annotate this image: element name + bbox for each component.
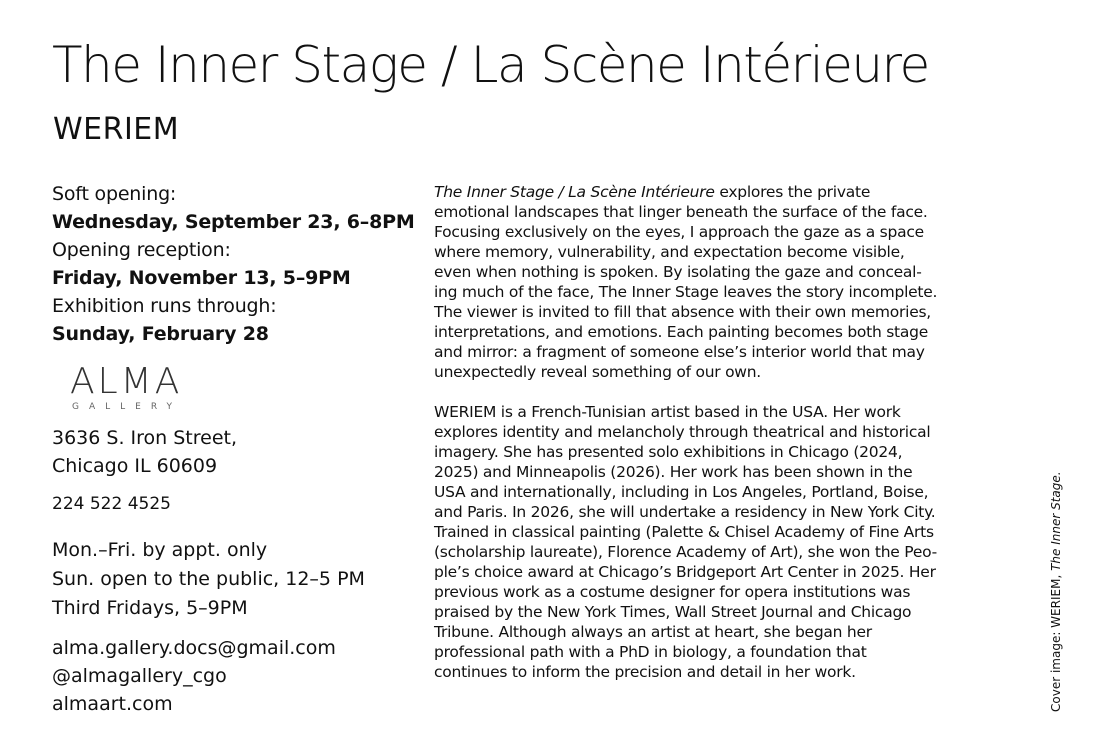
schedule-label-soft-opening: Soft opening: [52,183,177,205]
contact-instagram[interactable]: @almagallery_cgo [52,665,227,687]
statement-line: unexpectedly reveal something of our own. [434,363,761,381]
contact-website[interactable]: almaart.com [52,693,173,715]
statement-line: where memory, vulnerability, and expectation become visible, [434,243,905,261]
bio-line: explores identity and melancholy through theatrical and historical [434,423,931,441]
credit-work-title: The Inner Stage. [1049,471,1063,571]
bio-line: ple’s choice award at Chicago’s Bridgeport Art Center in 2025. Her [434,563,936,581]
statement-line: interpretations, and emotions. Each painting becomes both stage [434,323,928,341]
bio-line: Trained in classical painting (Palette & Chisel Academy of Fine Arts [434,523,934,541]
address-street: 3636 S. Iron Street, [52,427,238,449]
schedule-label-opening-reception: Opening reception: [52,239,231,261]
logo-subtitle: GALLERY [72,402,183,412]
schedule-date-soft-opening: Wednesday, September 23, 6–8PM [52,211,415,233]
bio-line: professional path with a PhD in biology, a foundation that [434,643,867,661]
gallery-hours [52,536,365,623]
artist-bio [434,402,1018,682]
gallery-phone: 224 522 4525 [52,494,171,514]
hours-third-fridays: Third Fridays, 5–9PM [52,597,248,619]
artist-statement [434,182,1018,382]
contact-email[interactable]: alma.gallery.docs@gmail.com [52,637,336,659]
logo-wordmark: ALMA [70,361,183,402]
bio-line: imagery. She has presented solo exhibitions in Chicago (2024, [434,443,903,461]
bio-line: WERIEM is a French-Tunisian artist based in the USA. Her work [434,403,901,421]
alma-gallery-logo [70,361,210,416]
bio-line: continues to inform the precision and detail in her work. [434,663,856,681]
text-column [434,182,1018,682]
statement-line: emotional landscapes that linger beneath the surface of the face. [434,203,928,221]
hours-sunday: Sun. open to the public, 12–5 PM [52,568,365,590]
cover-image-credit [1049,471,1063,712]
statement-line: even when nothing is spoken. By isolating the gaze and conceal- [434,263,922,281]
statement-title-italic: The Inner Stage / La Scène Intérieure [434,183,715,201]
bio-line: (scholarship laureate), Florence Academy of Art), she won the Peo- [434,543,937,561]
exhibition-title: The Inner Stage / La Scène Intérieure [52,36,929,94]
statement-line: Focusing exclusively on the eyes, I approach the gaze as a space [434,223,924,241]
statement-line: and mirror: a fragment of someone else’s interior world that may [434,343,925,361]
statement-line: ing much of the face, The Inner Stage leaves the story incomplete. [434,283,938,301]
bio-line: Tribune. Although always an artist at heart, she began her [434,623,872,641]
bio-line: and Paris. In 2026, she will undertake a residency in New York City. [434,503,936,521]
statement-line [434,182,1018,202]
statement-line-rest: explores the private [714,183,871,201]
statement-line: The viewer is invited to fill that absence with their own memories, [434,303,931,321]
address-city: Chicago IL 60609 [52,455,218,477]
bio-line: previous work as a costume designer for opera institutions was [434,583,911,601]
schedule-date-opening-reception: Friday, November 13, 5–9PM [52,267,351,289]
bio-line: USA and internationally, including in Los Angeles, Portland, Boise, [434,483,929,501]
gallery-address [52,424,237,480]
schedule-block [52,180,422,348]
bio-line: 2025) and Minneapolis (2026). Her work has been shown in the [434,463,913,481]
gallery-contact [52,634,336,718]
hours-weekday: Mon.–Fri. by appt. only [52,539,268,561]
bio-line: praised by the New York Times, Wall Street Journal and Chicago [434,603,912,621]
credit-prefix: Cover image: WERIEM, [1049,570,1063,712]
artist-name: WERIEM [53,112,180,147]
schedule-label-runs-through: Exhibition runs through: [52,295,277,317]
schedule-date-runs-through: Sunday, February 28 [52,323,269,345]
